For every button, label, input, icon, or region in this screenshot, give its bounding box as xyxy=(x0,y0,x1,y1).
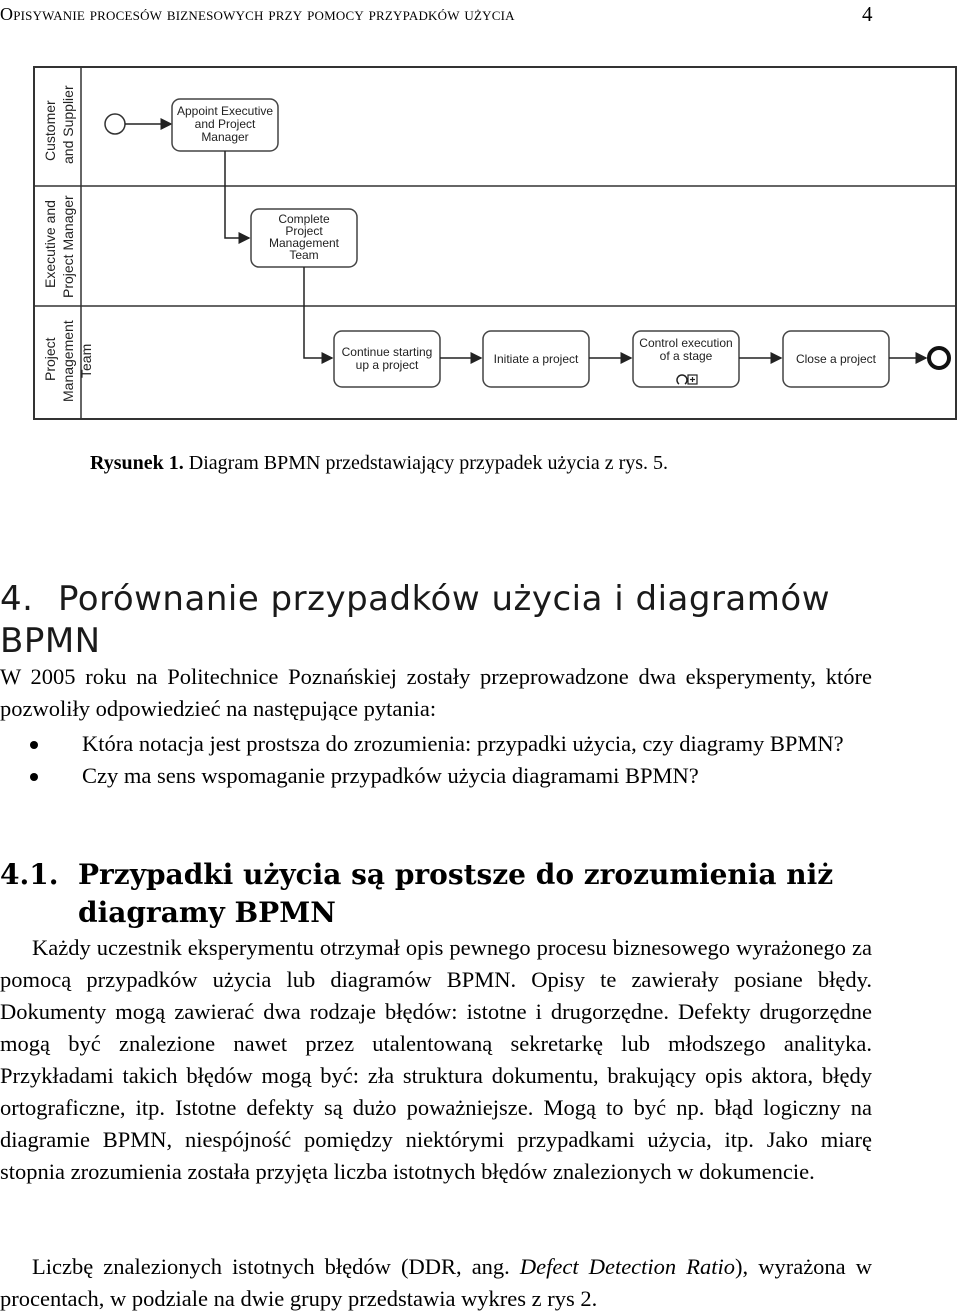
svg-text:Close a project: Close a project xyxy=(795,352,877,366)
lane-label-customer xyxy=(42,85,76,164)
list-item-text: Która notacja jest prostsza do zrozumienia: przypadki użycia, czy diagramy BPMN? xyxy=(82,731,844,756)
svg-text:Management: Management xyxy=(60,320,76,402)
end-event xyxy=(929,348,949,368)
lane-label-team xyxy=(42,320,94,402)
list-item-text: Czy ma sens wspomaganie przypadków użycia diagramami BPMN? xyxy=(82,763,699,788)
section-heading xyxy=(0,578,900,662)
svg-text:Control execution: Control execution xyxy=(639,336,733,350)
svg-text:up a project: up a project xyxy=(355,358,419,372)
section-title-line2: BPMN xyxy=(0,621,101,661)
task-control xyxy=(633,331,739,387)
section-title-line1: Porównanie przypadków użycia i diagramów xyxy=(58,579,831,619)
subsection-number: 4.1. xyxy=(0,858,59,891)
svg-text:of a stage: of a stage xyxy=(659,349,713,363)
svg-text:Team: Team xyxy=(78,343,94,378)
task-continue xyxy=(334,331,440,387)
list-item xyxy=(0,760,872,792)
task-close xyxy=(783,331,889,387)
bpmn-figure xyxy=(33,66,957,421)
page-number: 4 xyxy=(862,2,873,26)
svg-text:Management: Management xyxy=(268,236,340,250)
svg-text:Appoint Executive: Appoint Executive xyxy=(176,104,274,118)
subsection-title-line2: diagramy BPMN xyxy=(78,896,336,929)
body-paragraph: Liczbę znalezionych istotnych błędów (DDR, ang. Defect Detection Ratio), wyrażona w procentach, w podziale na dwie grupy przedstawia wykres z rys 2. xyxy=(0,1254,873,1311)
bpmn-diagram xyxy=(33,66,957,421)
bullet-icon xyxy=(30,773,38,781)
svg-text:Team: Team xyxy=(289,248,319,262)
svg-text:Project Manager: Project Manager xyxy=(60,195,76,298)
svg-text:Initiate a project: Initiate a project xyxy=(493,352,579,366)
italic-term: Defect Detection Ratio xyxy=(519,1254,736,1279)
start-event xyxy=(105,114,125,134)
task-appoint xyxy=(172,99,278,151)
svg-text:Executive and: Executive and xyxy=(42,200,58,288)
list-item xyxy=(0,728,872,760)
svg-text:Manager: Manager xyxy=(201,130,249,144)
caption-label: Rysunek 1. xyxy=(90,452,184,474)
svg-text:and Project: and Project xyxy=(194,117,256,131)
question-list xyxy=(0,728,872,792)
task-initiate xyxy=(483,331,589,387)
section-number: 4. xyxy=(0,579,34,619)
subsection-heading xyxy=(0,856,880,932)
bullet-icon xyxy=(30,741,38,749)
subsection-title-line1: Przypadki użycia są prostsze do zrozumienia niż xyxy=(78,858,834,891)
svg-text:Complete: Complete xyxy=(278,212,330,226)
page-header xyxy=(0,0,960,32)
running-title: Opisywanie procesów biznesowych przy pomocy przypadków użycia xyxy=(0,4,515,24)
section-intro: W 2005 roku na Politechnice Poznańskiej zostały przeprowadzone dwa eksperymenty, które pozwoliły odpowiedzieć na następujące pytania: xyxy=(0,664,872,721)
svg-text:Continue starting: Continue starting xyxy=(341,345,433,359)
body-paragraph: Każdy uczestnik eksperymentu otrzymał opis pewnego procesu biznesowego wyrażonego za pomocą przypadków użycia lub diagramów BPMN. Opisy te zawierały posiane błędy. Dokumenty mogą zawierać dwa rodzaje błędów: istotne i drugorzędne. Defekty drugorzędne mogą być znalezione nawet przez utalentowaną sekretarkę lub młodszego analityka. Przykładami takich błędów mogą być: zła struktura dokumentu, brakujący opis aktora, błędy ortograficzne, itp. Istotne defekty są dużo poważniejsze. Mogą to być np. błąd logiczny na diagramie BPMN, niespójność pomiędzy niektórymi przypadkami użycia, itp. Jako miarę stopnia zrozumienia została przyjęta liczba istotnych błędów znalezionych w dokumencie. xyxy=(0,935,872,1184)
svg-text:Project: Project xyxy=(285,224,323,238)
figure-caption xyxy=(90,452,668,475)
caption-text: Diagram BPMN przedstawiający przypadek użycia z rys. 5. xyxy=(183,452,669,474)
svg-text:and Supplier: and Supplier xyxy=(60,85,76,164)
lane-label-executive xyxy=(42,195,76,298)
svg-text:Customer: Customer xyxy=(42,100,58,161)
task-complete xyxy=(251,209,357,267)
svg-text:Project: Project xyxy=(42,337,58,381)
